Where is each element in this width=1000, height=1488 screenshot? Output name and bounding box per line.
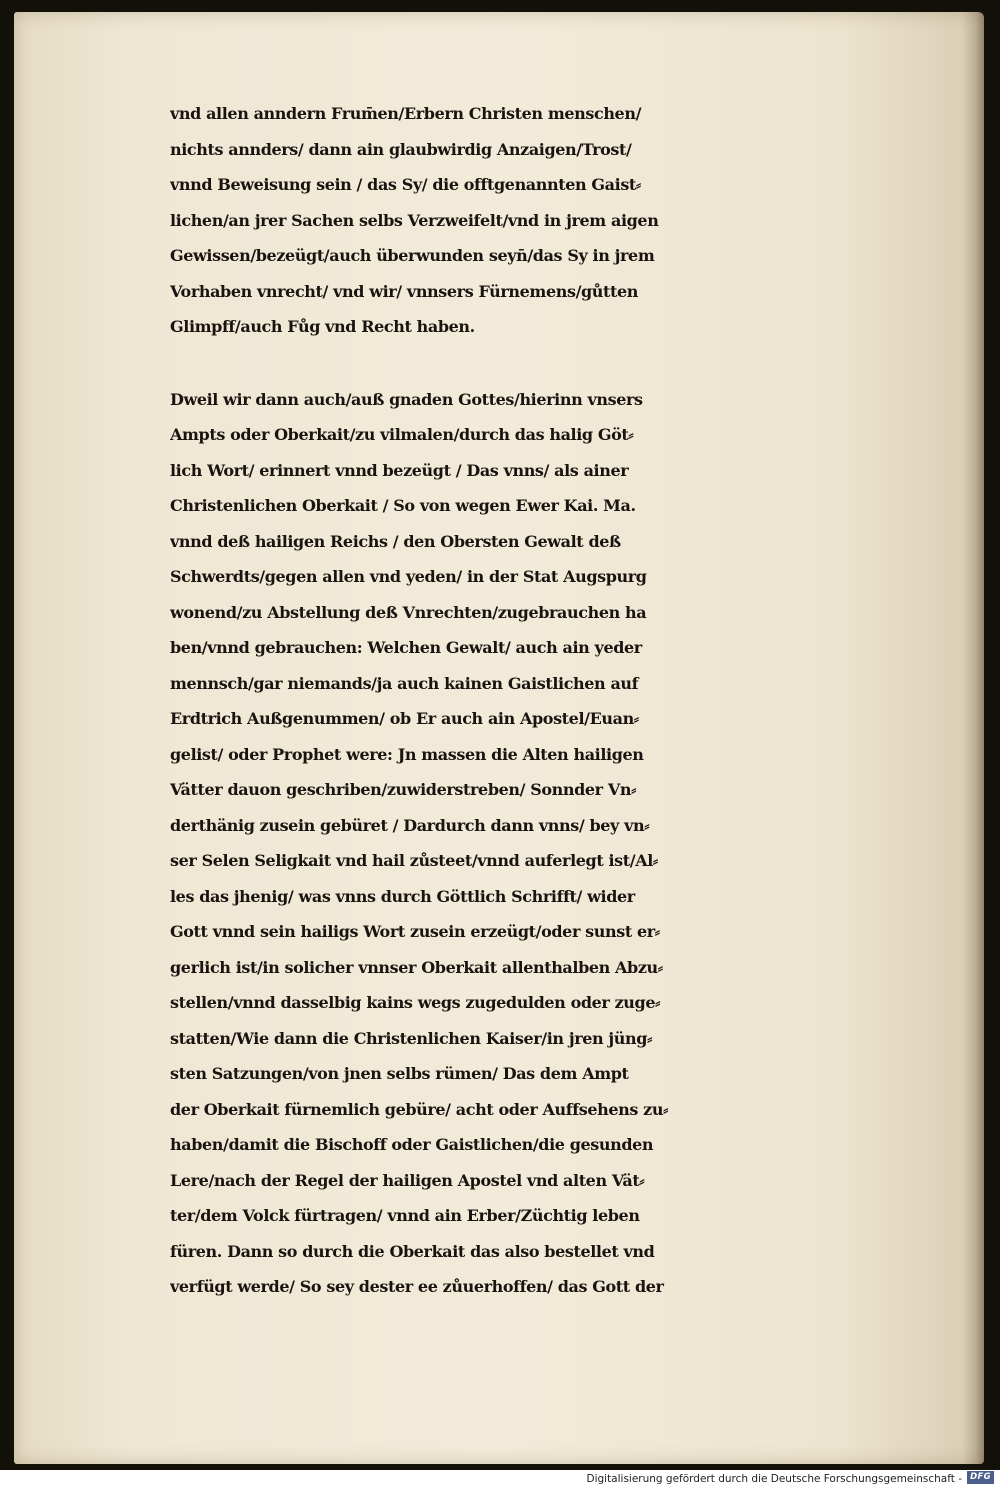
text-line: vnnd Beweisung sein / das Sy/ die offtgenannten Gaist⸗ — [170, 175, 641, 194]
text-line: Schwerdts/gegen allen vnd yeden/ in der Stat Augspurg — [170, 567, 647, 586]
text-line: lich Wort/ erinnert vnnd bezeügt / Das vnns/ als ainer — [170, 460, 629, 480]
text-line: Erdtrich Außgenummen/ ob Er auch ain Apostel/Euan⸗ — [170, 709, 639, 728]
text-line: nichts annders/ dann ain glaubwirdig Anzaigen/Trost/ — [170, 139, 632, 159]
text-line: stellen/vnnd dasselbig kains wegs zugedulden oder zuge⸗ — [170, 993, 661, 1012]
text-line: mennsch/gar niemands/ja auch kainen Gaistlichen auf — [170, 673, 639, 693]
text-line: haben/damit die Bischoff oder Gaistlichen/die gesunden — [170, 1135, 654, 1154]
text-line: Lere/nach der Regel der hailigen Apostel vnd alten Vät⸗ — [170, 1170, 645, 1190]
text-line: Dweil wir dann auch/auß gnaden Gottes/hierinn vnsers — [170, 389, 643, 409]
text-line: wonend/zu Abstellung deß Vnrechten/zugebrauchen ha — [170, 602, 647, 622]
text-line: gelist/ oder Prophet were: Jn massen die Alten hailigen — [170, 744, 644, 764]
paragraph-gap — [170, 345, 970, 382]
text-line: verfügt werde/ So sey dester ee zůuerhoffen/ das Gott der — [170, 1277, 664, 1296]
text-line: Christenlichen Oberkait / So von wegen Ewer Kai. Ma. — [170, 496, 636, 515]
text-line: der Oberkait fürnemlich gebüre/ acht oder Auffsehens zu⸗ — [170, 1099, 669, 1119]
text-line: ter/dem Volck fürtragen/ vnnd ain Erber/Züchtig leben — [170, 1206, 640, 1225]
dfg-logo: DFG — [967, 1471, 994, 1484]
text-line: Ampts oder Oberkait/zu vilmalen/durch das halig Göt⸗ — [170, 425, 634, 444]
paragraph-2 — [170, 382, 970, 1305]
text-line: les das jhenig/ was vnns durch Göttlich Schrifft/ wider — [170, 886, 635, 906]
text-line: Glimpff/auch Fůg vnd Recht haben. — [170, 317, 475, 336]
text-line: füren. Dann so durch die Oberkait das also bestellet vnd — [170, 1241, 655, 1261]
text-line: vnnd deß hailigen Reichs / den Obersten Gewalt deß — [170, 531, 621, 551]
text-line: ser Selen Seligkait vnd hail zůsteet/vnnd auferlegt ist/Al⸗ — [170, 851, 658, 870]
text-line: lichen/an jrer Sachen selbs Verzweifelt/vnd in jrem aigen — [170, 210, 659, 230]
digitization-credit: Digitalisierung gefördert durch die Deutsche Forschungsgemeinschaft - — [586, 1473, 962, 1485]
text-line: derthänig zusein gebüret / Dardurch dann vnns/ bey vn⸗ — [170, 815, 650, 835]
text-line: ben/vnnd gebrauchen: Welchen Gewalt/ auch ain yeder — [170, 638, 642, 657]
text-line: Gott vnnd sein hailigs Wort zusein erzeügt/oder sunst er⸗ — [170, 922, 660, 941]
text-line: vnd allen anndern Frum̄en/Erbern Christen menschen/ — [170, 104, 642, 123]
text-line: Gewissen/bezeügt/auch überwunden seyn̄/das Sy in jrem — [170, 246, 655, 265]
paragraph-1 — [170, 96, 970, 345]
text-line: Vorhaben vnrecht/ vnd wir/ vnnsers Fürnemens/gůtten — [170, 281, 639, 301]
text-line: statten/Wie dann die Christenlichen Kaiser/in jren jüng⸗ — [170, 1028, 652, 1048]
text-line: Vätter dauon geschriben/zuwiderstreben/ Sonnder Vn⸗ — [170, 780, 637, 799]
page-text — [170, 96, 970, 1305]
text-line: sten Satzungen/von jnen selbs rümen/ Das dem Ampt — [170, 1064, 629, 1083]
text-line: gerlich ist/in solicher vnnser Oberkait allenthalben Abzu⸗ — [170, 957, 663, 977]
